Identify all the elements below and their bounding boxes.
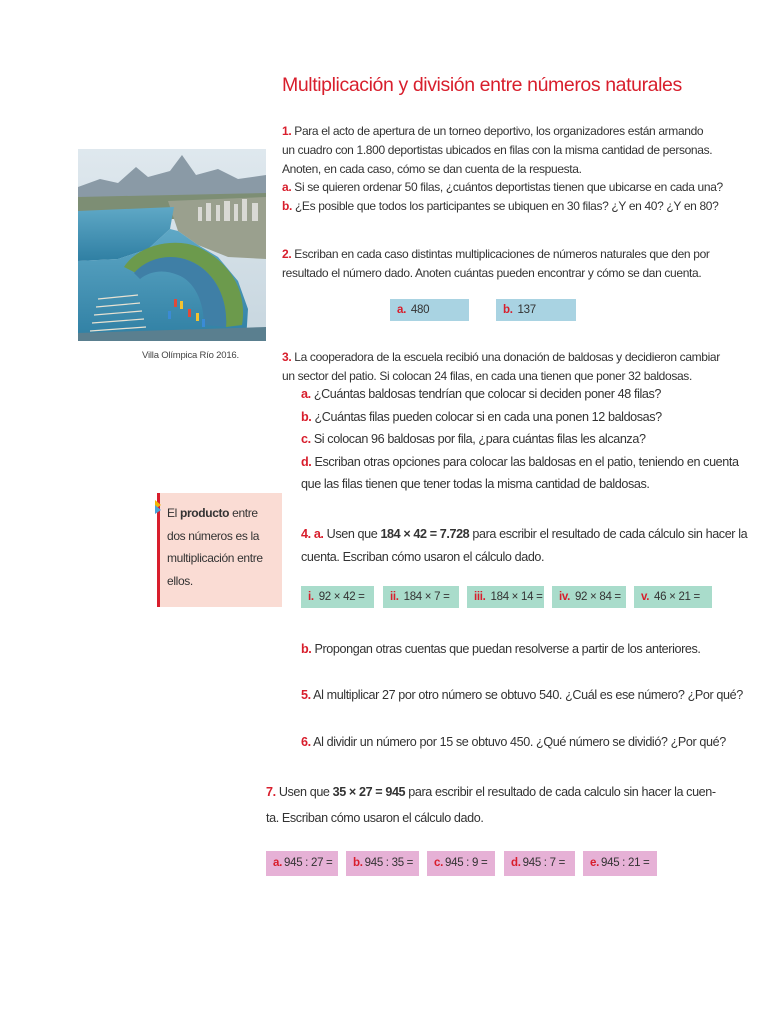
exercise-2-line: 2. Escriban en cada caso distintas multiplicaciones de números naturales que den por bbox=[282, 247, 710, 261]
exercise-3-items bbox=[301, 383, 739, 496]
answer-box[interactable]: i. 92 × 42 = bbox=[301, 586, 374, 608]
exercise-1-line: un cuadro con 1.800 deportistas ubicados en filas con la misma cantidad de personas. bbox=[282, 142, 713, 157]
exercise-3-item-d-cont: que las filas tienen que tener todas la misma cantidad de baldosas. bbox=[301, 477, 650, 492]
photo-caption: Villa Olímpica Río 2016. bbox=[142, 350, 239, 361]
definition-note-text: El producto entre dos números es la multiplicación entre ellos. bbox=[167, 506, 263, 588]
exercise-3-line: 3. La cooperadora de la escuela recibió una donación de baldosas y decidieron cambiar bbox=[282, 350, 720, 364]
exercise-1 bbox=[282, 122, 723, 216]
exercise-4 bbox=[301, 523, 747, 568]
answer-box[interactable]: iv. 92 × 84 = bbox=[552, 586, 626, 608]
olympic-village-photo bbox=[78, 149, 266, 341]
answer-box[interactable]: v. 46 × 21 = bbox=[634, 586, 712, 608]
exercise-7-line: ta. Escriban cómo usaron el cálculo dado. bbox=[266, 810, 484, 825]
exercise-5: 5. Al multiplicar 27 por otro número se obtuvo 540. ¿Cuál es ese número? ¿Por qué? bbox=[301, 688, 743, 702]
exercise-number: 1. bbox=[282, 124, 292, 138]
exercise-4-line: cuenta. Escriban cómo usaron el cálculo dado. bbox=[301, 549, 545, 564]
answer-box[interactable]: ii. 184 × 7 = bbox=[383, 586, 459, 608]
exercise-1-line: 1. Para el acto de apertura de un torneo deportivo, los organizadores están armando bbox=[282, 124, 704, 138]
exercise-number: 2. bbox=[282, 247, 292, 261]
exercise-4-item-a: 4. a. Usen que 184 × 42 = 7.728 para escribir el resultado de cada cálculo sin hacer la bbox=[301, 527, 748, 541]
exercise-6: 6. Al dividir un número por 15 se obtuvo 450. ¿Qué número se dividió? ¿Por qué? bbox=[301, 735, 726, 749]
answer-box[interactable]: e. 945 : 21 = bbox=[583, 851, 657, 876]
answer-box[interactable]: c. 945 : 9 = bbox=[427, 851, 495, 876]
exercise-2 bbox=[282, 245, 710, 283]
answer-box[interactable]: b. 945 : 35 = bbox=[346, 851, 419, 876]
exercise-1-item-b: b. ¿Es posible que todos los participantes se ubiquen en 30 filas? ¿Y en 40? ¿Y en 80? bbox=[282, 199, 719, 214]
answer-box[interactable]: a. 480 bbox=[390, 299, 469, 321]
answer-box[interactable]: b. 137 bbox=[496, 299, 576, 321]
answer-box[interactable]: d. 945 : 7 = bbox=[504, 851, 575, 876]
exercise-3-item-d: d. Escriban otras opciones para colocar las baldosas en el patio, teniendo en cuenta bbox=[301, 454, 739, 469]
exercise-3-line: un sector del patio. Si colocan 24 filas, en cada una tienen que poner 32 baldosas. bbox=[282, 368, 692, 383]
exercise-2-line: resultado el número dado. Anoten cuántas pueden encontrar y cómo se dan cuenta. bbox=[282, 265, 702, 280]
note-marker-icon bbox=[153, 500, 163, 514]
exercise-1-item-a: a. Si se quieren ordenar 50 filas, ¿cuántos deportistas tienen que ubicarse en cada una? bbox=[282, 180, 723, 195]
exercise-3-item-a: a. ¿Cuántas baldosas tendrían que colocar si deciden poner 48 filas? bbox=[301, 387, 661, 401]
exercise-7 bbox=[266, 780, 716, 831]
exercise-number: 3. bbox=[282, 350, 292, 364]
exercise-number: 5. bbox=[301, 688, 311, 702]
exercise-3-item-b: b. ¿Cuántas filas pueden colocar si en cada una ponen 12 baldosas? bbox=[301, 409, 662, 424]
exercise-number: 7. bbox=[266, 785, 276, 799]
exercise-3-item-c: c. Si colocan 96 baldosas por fila, ¿para cuántas filas les alcanza? bbox=[301, 432, 646, 447]
exercise-1-line: Anoten, en cada caso, cómo se dan cuenta de la respuesta. bbox=[282, 161, 582, 176]
page-title: Multiplicación y división entre números naturales bbox=[282, 74, 682, 96]
exercise-3 bbox=[282, 348, 720, 386]
answer-box[interactable]: a. 945 : 27 = bbox=[266, 851, 338, 876]
exercise-number: 6. bbox=[301, 735, 311, 749]
exercise-4-item-b: b. Propongan otras cuentas que puedan resolverse a partir de los anteriores. bbox=[301, 642, 701, 656]
answer-box[interactable]: iii. 184 × 14 = bbox=[467, 586, 544, 608]
exercise-number: 4. bbox=[301, 527, 311, 541]
exercise-7-line: 7. Usen que 35 × 27 = 945 para escribir el resultado de cada calculo sin hacer la cuen- bbox=[266, 785, 716, 799]
